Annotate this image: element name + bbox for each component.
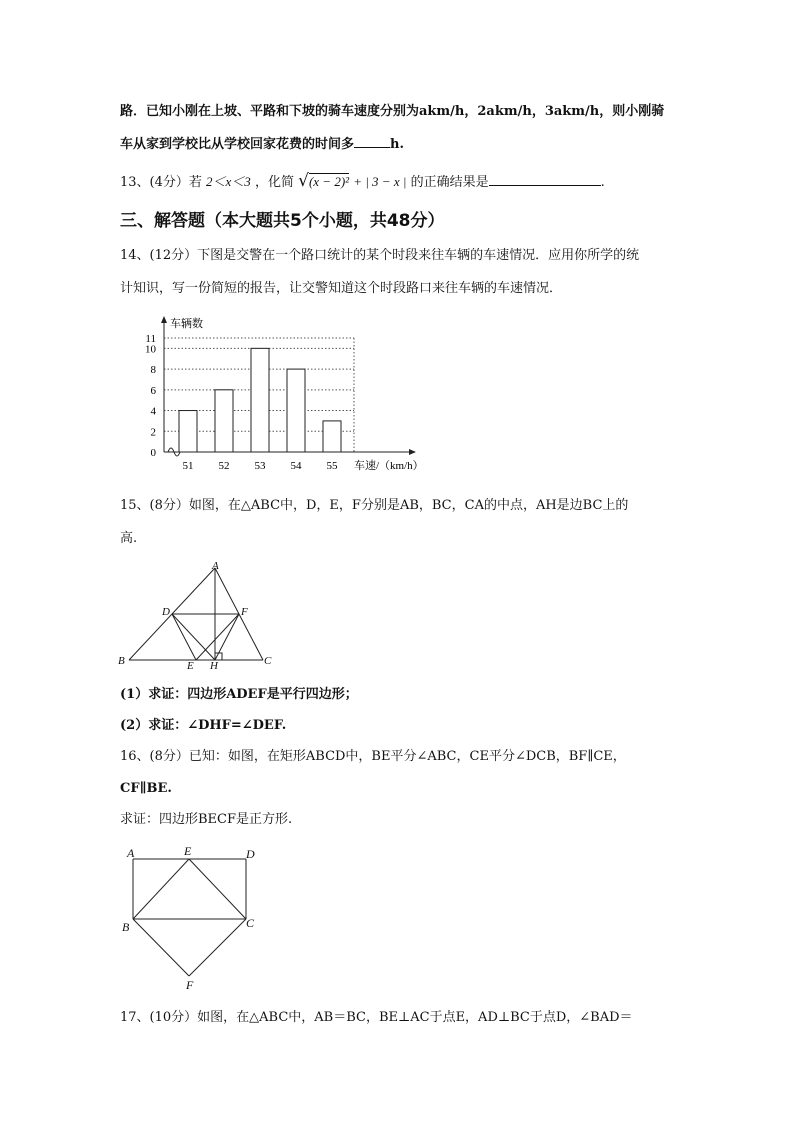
segment-fc [189, 919, 246, 976]
y-tick-label: 4 [150, 405, 156, 418]
segment-dh [172, 614, 215, 660]
y-tick-label: 10 [145, 343, 156, 356]
label-d: D [162, 606, 170, 618]
q13-radicand: (x − 2)² [308, 174, 350, 189]
q15-part2: (2）求证：∠DHF=∠DEF. [120, 718, 287, 733]
q13-condition: 2＜x＜3 [206, 174, 251, 189]
rectangle-abcd-figure [118, 843, 263, 993]
q14-line1: 14、(12分）下图是交警在一个路口统计的某个时段来往车辆的车速情况．应用你所学的统 [120, 248, 640, 263]
chart-xticks [183, 460, 339, 472]
segment-bf [133, 919, 189, 976]
q12-line1: 路．已知小刚在上坡、平路和下坡的骑车速度分别为akm/h，2akm/h，3akm/h，则小刚骑 [120, 104, 665, 119]
label-c: C [264, 655, 272, 667]
y-tick-label: 8 [150, 364, 156, 377]
label-b: B [118, 655, 125, 667]
x-tick-label: 54 [290, 460, 302, 472]
q15-line1: 15、(8分）如图，在△ABC中，D，E，F分别是AB，BC，CA的中点，AH是边BC上的 [120, 498, 629, 513]
bar-55 [323, 421, 341, 452]
segment-ec [189, 859, 246, 919]
chart-yticks [145, 333, 157, 459]
q13-abs-term: + | 3 − x | [353, 174, 407, 189]
q13-mid: ，化简 [254, 175, 294, 190]
q12-line2-unit: h. [390, 137, 404, 152]
q17-line1: 17、(10分）如图，在△ABC中，AB＝BC，BE⊥AC于点E，AD⊥BC于点D，∠BAD＝ [120, 1010, 633, 1025]
bar-54 [287, 369, 305, 452]
y-axis-arrow-icon [161, 316, 167, 323]
q15-part1: (1）求证：四边形ADEF是平行四边形； [120, 687, 358, 702]
label-c: C [246, 916, 255, 930]
chart-xlabel: 车速/（km/h） [354, 460, 424, 472]
q14-line2: 计知识，写一份简短的报告，让交警知道这个时段路口来往车辆的车速情况． [120, 281, 563, 296]
label-d: D [246, 847, 255, 861]
label-f: F [241, 606, 248, 618]
segment-be [133, 859, 189, 919]
segment-de [172, 614, 196, 660]
label-f: F [186, 978, 194, 992]
label-b: B [122, 920, 130, 934]
bar-53 [251, 348, 269, 452]
q13-end: . [600, 175, 605, 190]
label-e: E [187, 660, 194, 670]
sqrt-sign-icon: √ [298, 171, 309, 191]
q12-line2 [120, 133, 680, 154]
x-tick-label: 53 [254, 460, 266, 472]
q13-number: 13、(4分）若 [120, 175, 202, 190]
chart-bars [179, 348, 341, 452]
bar-52 [215, 390, 233, 452]
x-tick-label: 52 [218, 460, 230, 472]
q16-line2: CF∥BE. [120, 781, 172, 796]
triangle-abc-figure [115, 560, 285, 670]
label-h: H [210, 660, 218, 670]
q12-answer-blank [354, 133, 390, 148]
q12-line2-text: 车从家到学校比从学校回家花费的时间多 [120, 137, 355, 152]
q16-line3: 求证：四边形BECF是正方形. [120, 812, 293, 827]
y-tick-label: 11 [145, 333, 156, 345]
y-tick-label: 6 [150, 384, 156, 397]
label-a: A [127, 846, 135, 860]
q13-post: 的正确结果是 [410, 175, 489, 190]
x-axis-arrow-icon [409, 449, 416, 455]
label-e: E [184, 844, 192, 858]
x-tick-label: 55 [326, 460, 338, 472]
q13-answer-blank [489, 171, 601, 186]
section3-heading: 三、解答题（本大题共5个小题，共48分） [120, 211, 445, 231]
q15-line2: 高. [120, 531, 138, 546]
q16-line1: 16、(8分）已知：如图，在矩形ABCD中，BE平分∠ABC，CE平分∠DCB，BF∥CE， [120, 749, 626, 764]
x-tick-label: 51 [182, 460, 194, 472]
label-a: A [212, 560, 219, 572]
q13-line [120, 171, 680, 192]
y-tick-label: 0 [150, 447, 156, 459]
y-tick-label: 2 [150, 426, 156, 439]
bar-51 [179, 411, 197, 452]
speed-bar-chart [140, 312, 450, 477]
chart-ylabel: 车辆数 [170, 318, 203, 330]
